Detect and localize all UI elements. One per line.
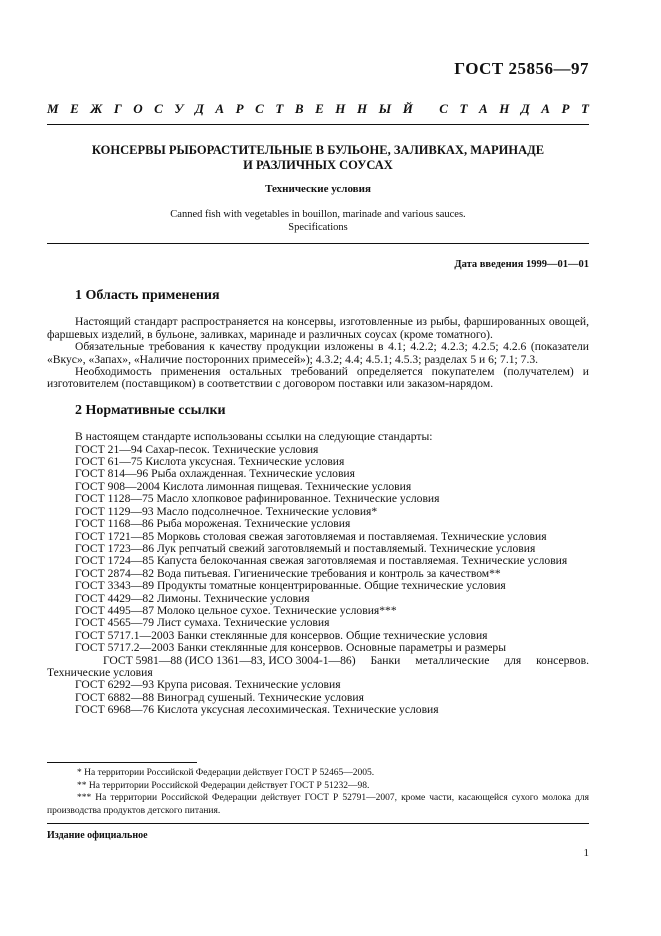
section-1-paragraph: Настоящий стандарт распространяется на консервы, изготовленные из рыбы, фаршированных овощей, фаршевых изделий, в бульоне, заливках, маринаде и различных соусах (кроме томатного).	[47, 315, 589, 341]
reference-title: Кислота уксусная лесохимическая. Технические условия	[156, 703, 439, 717]
reference-code: ГОСТ 6968—76	[75, 703, 155, 717]
banner-letter: С	[439, 101, 448, 116]
banner-letter: Т	[275, 101, 284, 116]
effective-date: Дата введения 1999—01—01	[454, 259, 589, 270]
banner-letter: О	[133, 101, 143, 116]
reference-code: ГОСТ 21—94	[75, 442, 143, 456]
reference-code: ГОСТ 1129—93	[75, 504, 154, 518]
banner-letter: Т	[459, 101, 468, 116]
reference-code: ГОСТ 1721—85	[75, 529, 155, 543]
reference-title: Рыба охлажденная. Технические условия	[151, 467, 355, 481]
reference-title: Кислота уксусная. Технические условия	[145, 455, 345, 469]
reference-code: ГОСТ 5981—88 (ИСО 1361—83, ИСО 3004-1—86)	[103, 653, 356, 667]
reference-code: ГОСТ 1724—85	[75, 554, 155, 568]
reference-item	[47, 580, 589, 592]
banner-letter: У	[174, 101, 184, 116]
reference-code: ГОСТ 908—2004	[75, 479, 160, 493]
reference-title: Лук репчатый свежий заготовляемый и поставляемый. Технические условия	[156, 541, 536, 555]
banner-letter: Е	[315, 101, 324, 116]
banner-letter: А	[215, 101, 225, 116]
footnote-rule	[47, 762, 197, 763]
document-body	[47, 290, 589, 717]
reference-code: ГОСТ 61—75	[75, 455, 143, 469]
banner-letter: Т	[581, 101, 589, 116]
reference-title: Лист сумаха. Технические условия	[156, 616, 330, 630]
gost-code: ГОСТ 25856—97	[454, 59, 589, 78]
english-title	[47, 208, 589, 234]
banner-letter: Г	[113, 101, 122, 116]
footnote: ** На территории Российской Федерации действует ГОСТ Р 51232—98.	[77, 780, 370, 791]
reference-code: ГОСТ 6882—88	[75, 690, 155, 704]
banner-letter: Н	[356, 101, 368, 116]
reference-item	[47, 655, 589, 680]
english-title-line-1: Canned fish with vegetables in bouillon, marinade and various sauces.	[170, 209, 466, 220]
reference-list	[47, 444, 589, 717]
banner-letter: С	[154, 101, 163, 116]
reference-title: Продукты томатные концентрированные. Общие технические условия	[156, 579, 506, 593]
banner-letter: Н	[499, 101, 510, 116]
standard-banner	[47, 101, 589, 117]
page-number: 1	[583, 847, 589, 859]
reference-code: ГОСТ 1168—86	[75, 517, 154, 531]
reference-title: Сахар-песок. Технические условия	[145, 442, 319, 456]
reference-title: Масло хлопковое рафинированное. Технические условия	[156, 492, 440, 506]
footnote: *** На территории Российской Федерации действует ГОСТ Р 52791—2007, кроме части, касающейся сухого молока для производства продуктов детского питания.	[47, 793, 589, 816]
banner-letter: М	[47, 101, 59, 116]
banner-letter: Й	[402, 101, 413, 116]
reference-code: ГОСТ 1723—86	[75, 541, 155, 555]
banner-letter: Н	[335, 101, 346, 116]
reference-code: ГОСТ 4495—87	[75, 603, 155, 617]
reference-code: ГОСТ 5717.2—2003	[75, 641, 175, 655]
reference-code: ГОСТ 2874—82	[75, 566, 155, 580]
section-2-intro: В настоящем стандарте использованы ссылки на следующие стандарты:	[75, 430, 433, 444]
banner-letter: А	[478, 101, 488, 116]
reference-title: Лимоны. Технические условия	[156, 591, 310, 605]
section-1-heading: 1 Область применения	[75, 288, 220, 303]
banner-letter: Ы	[378, 101, 392, 116]
banner-letter: С	[255, 101, 264, 116]
banner-gap	[424, 101, 427, 117]
reference-title: Масло подсолнечное. Технические условия*	[156, 504, 378, 518]
banner-letter: Р	[561, 101, 570, 116]
footer-rule	[47, 823, 589, 824]
section-1-paragraph: Необходимость применения остальных требований определяется покупателем (получателем) и изготовителем (поставщиком) в соответствии с договором поставки или заказом-нарядом.	[47, 365, 589, 391]
title-line-2: И РАЗЛИЧНЫХ СОУСАХ	[243, 158, 393, 172]
reference-code: ГОСТ 5717.1—2003	[75, 628, 175, 642]
edition-label: Издание официальное	[47, 830, 148, 841]
document-title	[47, 143, 589, 173]
footnotes	[47, 767, 589, 817]
reference-code: ГОСТ 6292—93	[75, 678, 155, 692]
reference-title: Виноград сушеный. Технические условия	[156, 690, 364, 704]
reference-code: ГОСТ 1128—75	[75, 492, 154, 506]
reference-title: Рыба мороженая. Технические условия	[156, 517, 351, 531]
title-rule	[47, 243, 589, 244]
reference-title: Вода питьевая. Гигиенические требования и контроль за качеством**	[156, 566, 501, 580]
reference-title: Капуста белокочанная свежая заготовляемая и поставляемая. Технические условия	[156, 554, 568, 568]
reference-title: Морковь столовая свежая заготовляемая и поставляемая. Технические условия	[156, 529, 547, 543]
reference-title: Банки металлические для консервов. Технические условия	[47, 653, 589, 679]
reference-code: ГОСТ 3343—89	[75, 579, 155, 593]
reference-title: Молоко цельное сухое. Технические условия***	[156, 603, 397, 617]
header-rule	[47, 124, 589, 125]
section-2-heading: 2 Нормативные ссылки	[75, 402, 226, 418]
title-line-1: КОНСЕРВЫ РЫБОРАСТИТЕЛЬНЫЕ В БУЛЬОНЕ, ЗАЛИВКАХ, МАРИНАДЕ	[91, 143, 545, 157]
banner-letter: Ж	[90, 101, 103, 116]
reference-code: ГОСТ 4565—79	[75, 616, 155, 630]
reference-code: ГОСТ 814—96	[75, 467, 149, 481]
section-1-paragraph: Обязательные требования к качеству продукции изложены в 4.1; 4.2.2; 4.2.3; 4.2.5; 4.2.6 (показатели «Вкус», «Запах», «Наличие посторонних примесей»); 4.3.2; 4.4; 4.5.1; 4.5.3; разделах 5 и 6; 7.1; 7.3.	[47, 340, 589, 366]
banner-letter: Д	[194, 101, 204, 116]
banner-letter: Р	[235, 101, 244, 116]
reference-title: Банки стеклянные для консервов. Общие технические условия	[177, 628, 488, 642]
reference-title: Крупа рисовая. Технические условия	[156, 678, 341, 692]
reference-title: Банки стеклянные для консервов. Основные параметры и размеры	[177, 641, 506, 655]
english-title-line-2: Specifications	[288, 222, 348, 233]
banner-letter: Д	[520, 101, 530, 116]
reference-item	[47, 704, 589, 716]
reference-title: Кислота лимонная пищевая. Технические условия	[162, 479, 412, 493]
footnote: * На территории Российской Федерации действует ГОСТ Р 52465—2005.	[77, 768, 375, 778]
document-subtitle: Технические условия	[265, 183, 371, 195]
banner-letter: Е	[70, 101, 79, 116]
reference-code: ГОСТ 4429—82	[75, 591, 155, 605]
banner-letter: А	[541, 101, 550, 116]
banner-letter: В	[294, 101, 304, 116]
